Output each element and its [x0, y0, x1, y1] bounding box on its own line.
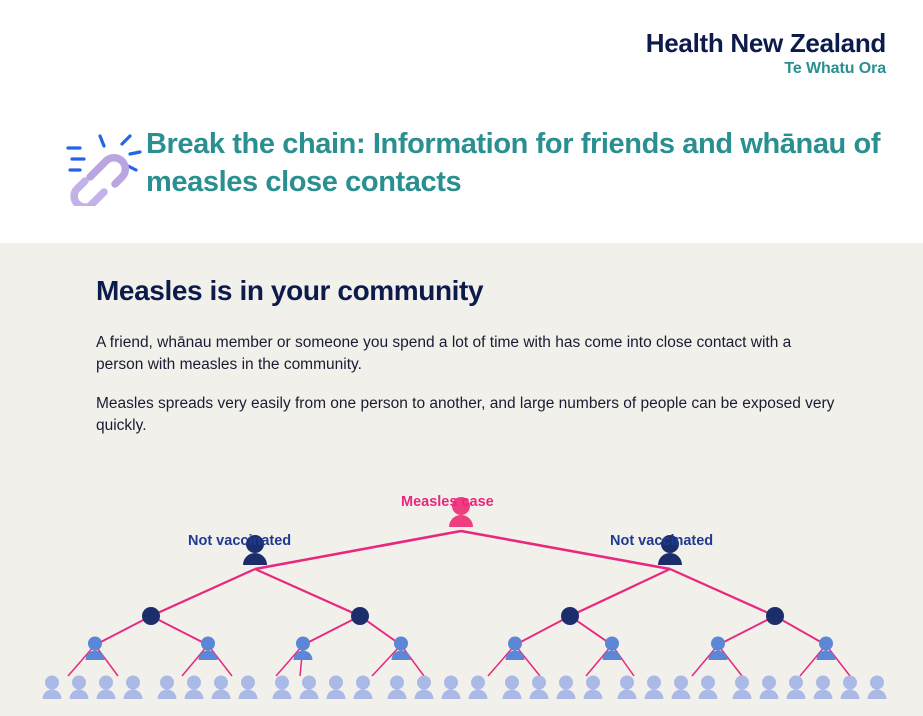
section-heading: Measles is in your community: [96, 275, 484, 306]
broken-chain-icon: [60, 130, 146, 206]
brand-name: Health New Zealand: [645, 28, 886, 58]
tree-level-3-nodes: [142, 607, 784, 625]
label-measles-case: Measles case: [401, 494, 494, 510]
paragraph-2: Measles spreads very easily from one person to another, and large numbers of people can be exposed very quickly.: [96, 395, 835, 435]
measles-transmission-diagram: [0, 443, 923, 716]
brand-name-maori: Te Whatu Ora: [784, 60, 886, 78]
brand-logo: [646, 30, 886, 78]
content-panel: [0, 243, 923, 716]
transmission-tree-graphic: [0, 443, 923, 716]
label-not-vaccinated-right: Not vaccinated: [610, 533, 714, 549]
page-title: Break the chain: Information for friends and whānau of measles close contacts: [146, 128, 881, 198]
tree-level-5-nodes: [43, 676, 887, 700]
paragraph-1: A friend, whānau member or someone you spend a lot of time with has come into close contact with a person with measles in the community.: [96, 334, 792, 374]
page-header: [0, 0, 923, 243]
label-not-vaccinated-left: Not vaccinated: [188, 533, 292, 549]
title-row: [60, 126, 883, 206]
